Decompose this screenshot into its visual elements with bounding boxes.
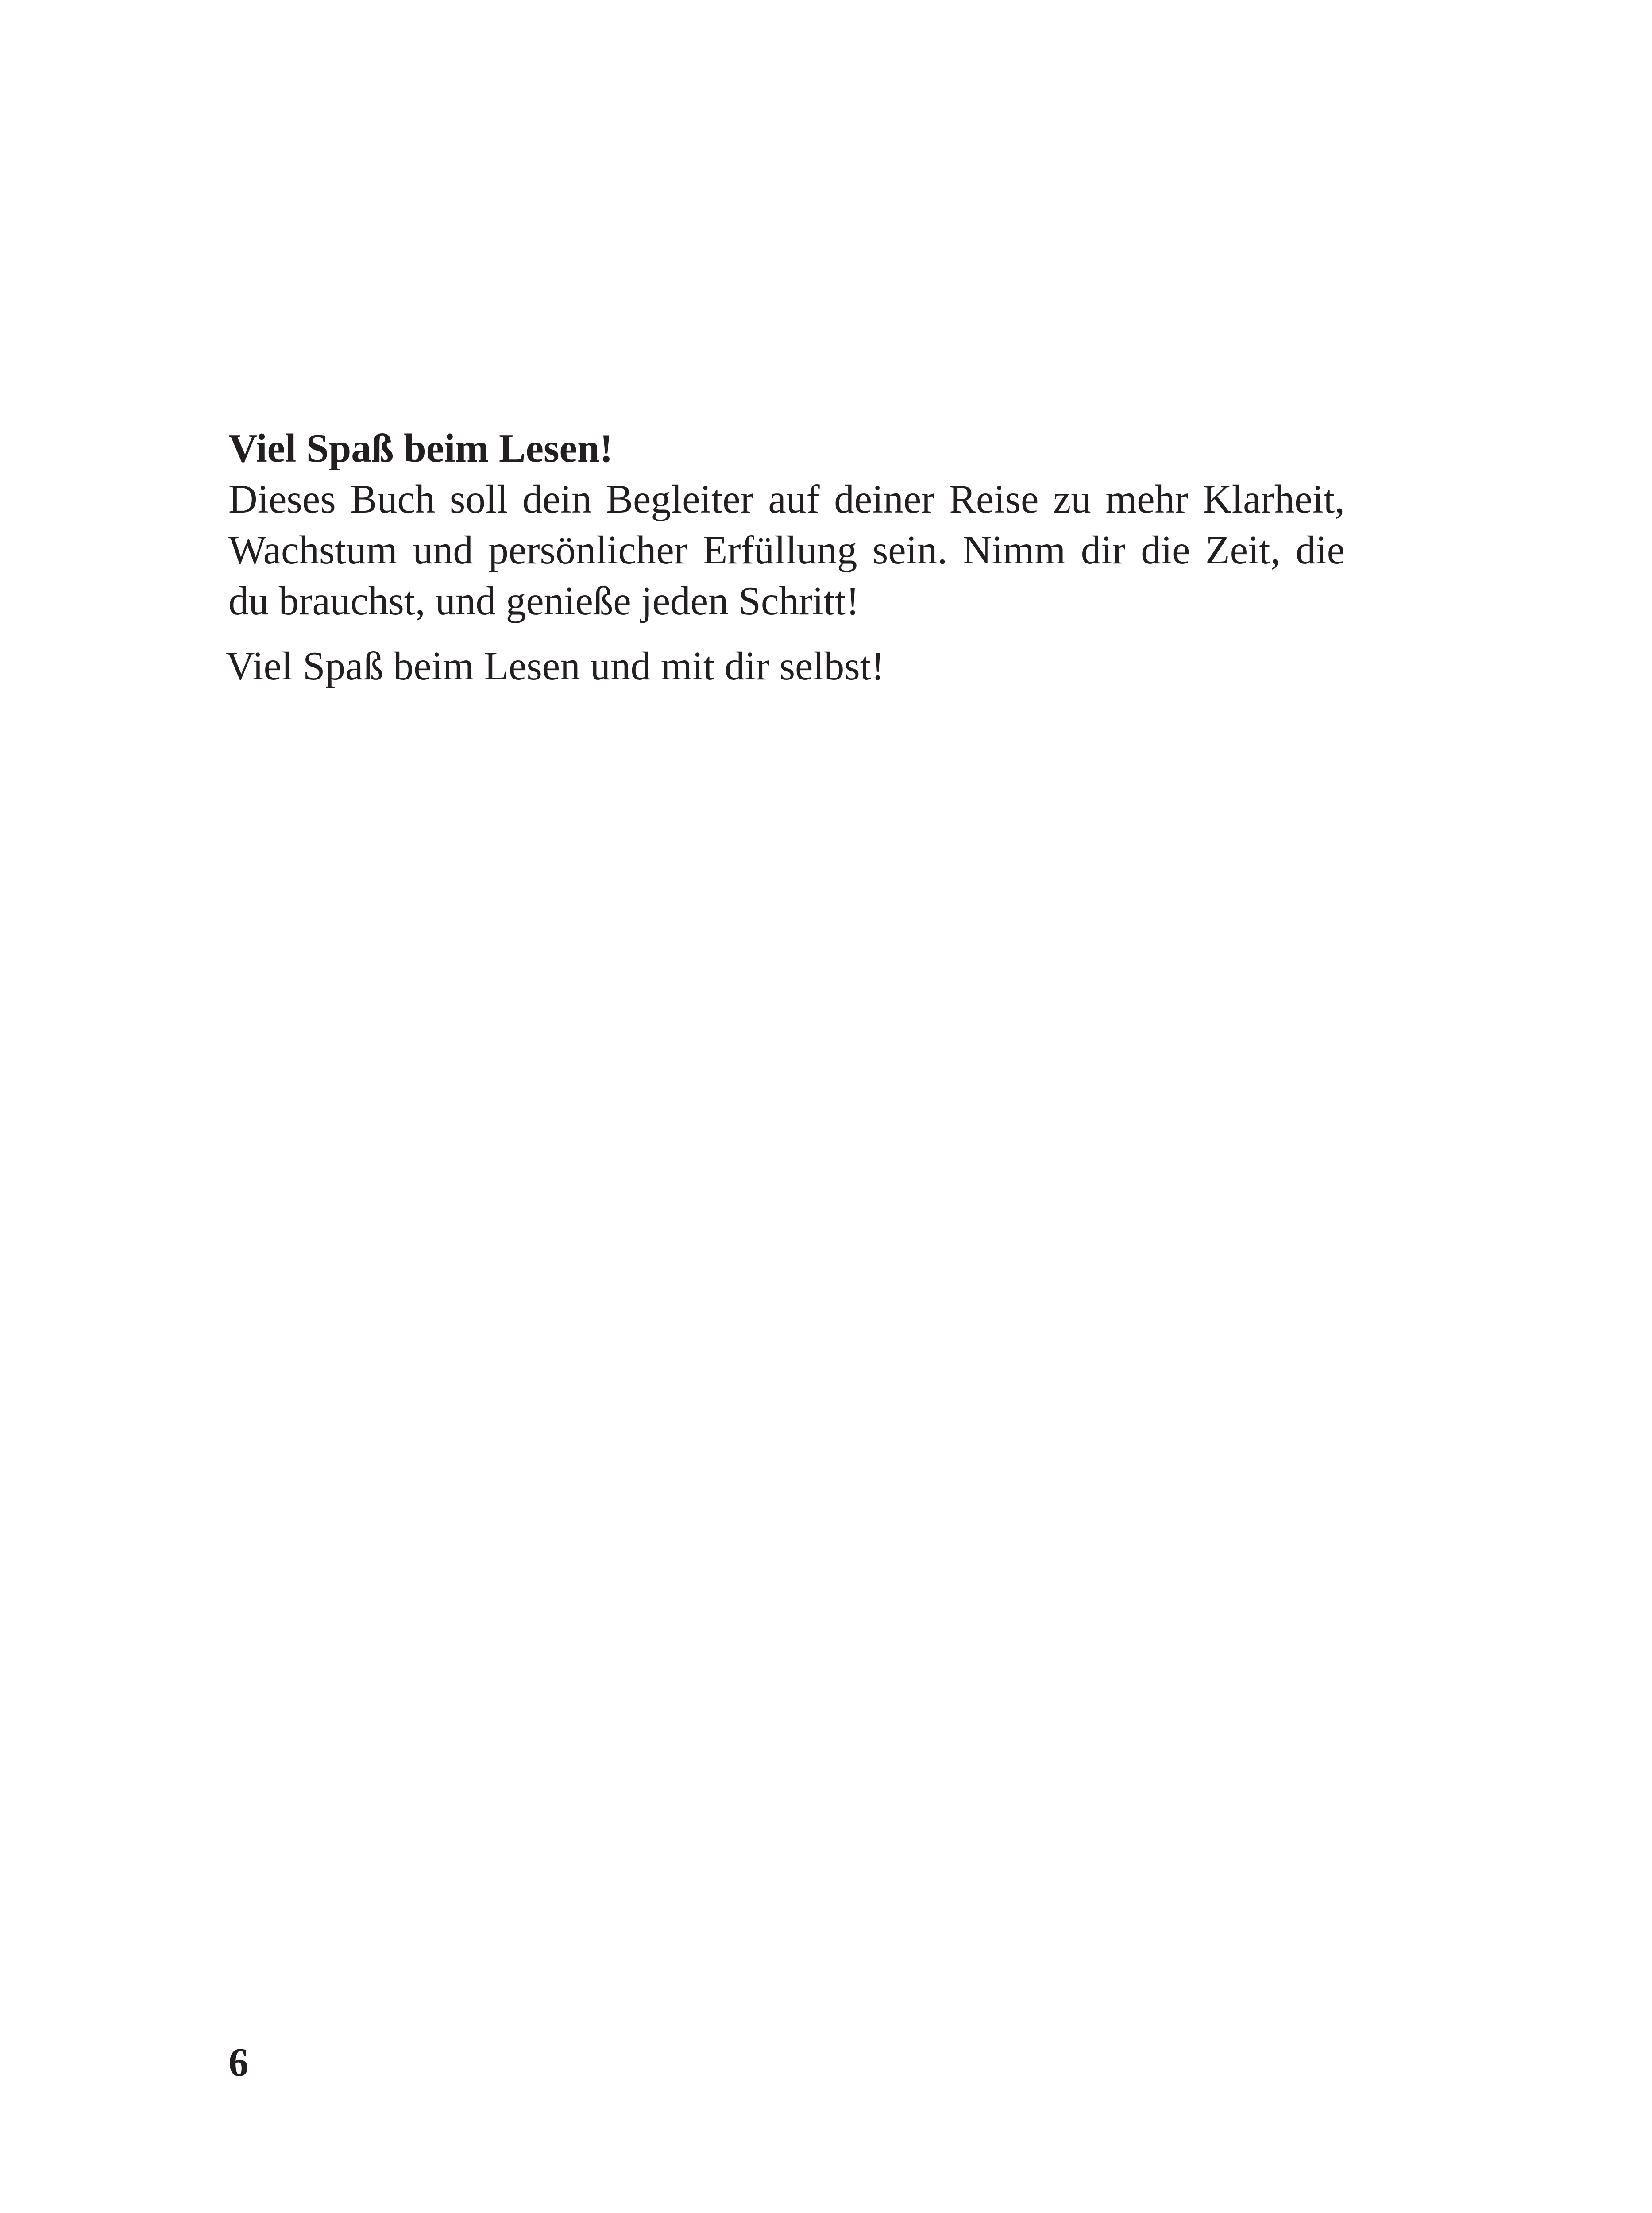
- page-number: 6: [228, 2040, 249, 2085]
- body-paragraph: Dieses Buch soll dein Begleiter auf deiner Reise zu mehr Klarheit, Wachstum und persönlicher Erfüllung sein. Nimm dir die Zeit, die du brauchst, und genieße jeden Schritt!: [228, 477, 1345, 623]
- section-heading: Viel Spaß beim Lesen!: [228, 426, 613, 470]
- closing-line: Viel Spaß beim Lesen und mit dir selbst!: [226, 644, 885, 688]
- main-text-block: [228, 423, 1345, 691]
